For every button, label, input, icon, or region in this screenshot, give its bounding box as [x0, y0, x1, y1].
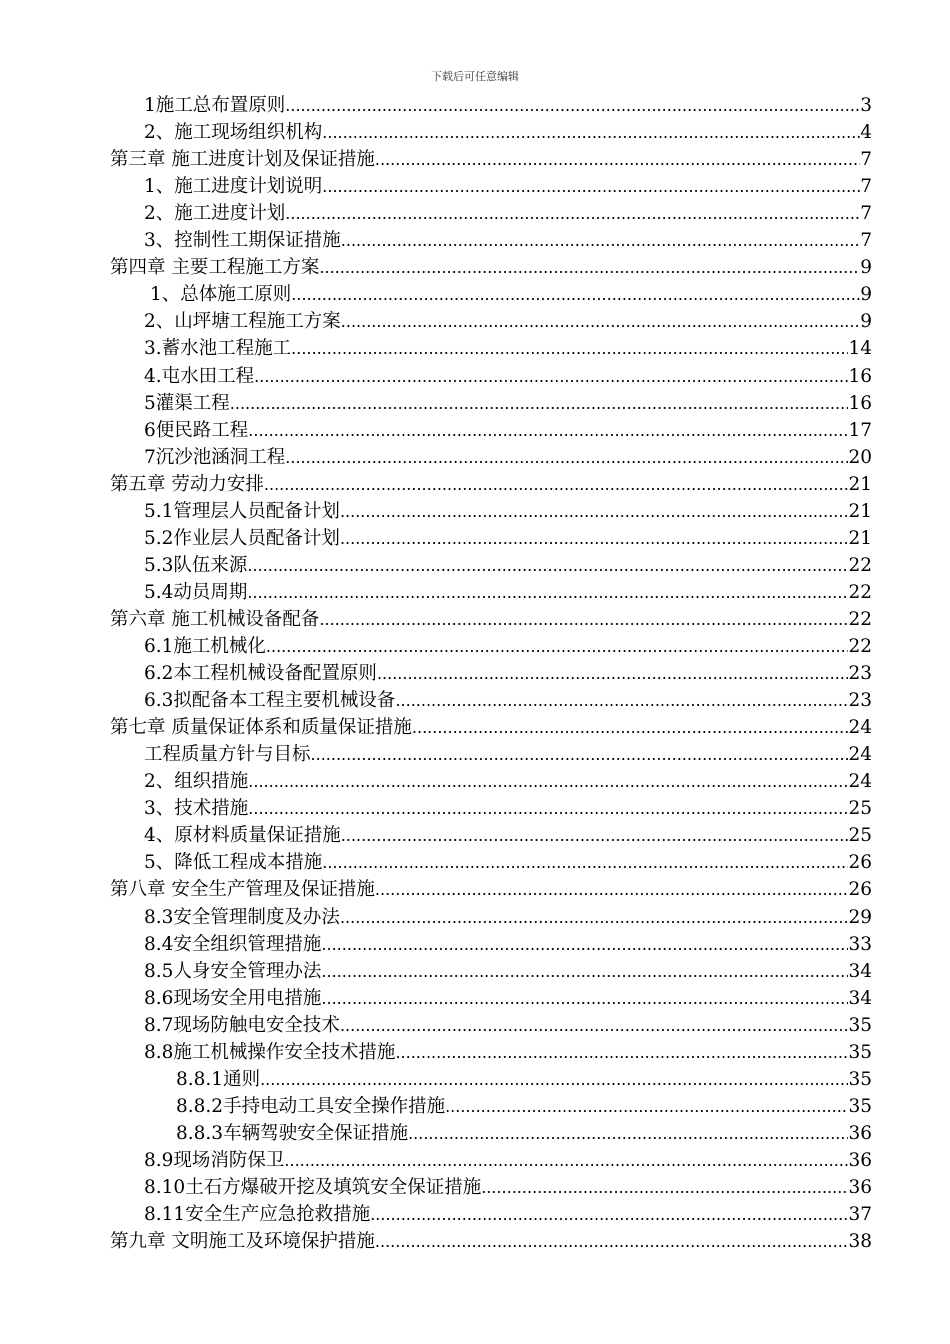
toc-dot-leader	[230, 390, 849, 417]
toc-dot-leader	[247, 552, 848, 579]
toc-dot-leader	[264, 471, 849, 498]
toc-entry-title: 8.8.2手持电动工具安全操作措施	[176, 1095, 446, 1117]
toc-entry[interactable]	[144, 660, 872, 687]
toc-entry-page: 9	[860, 257, 872, 279]
toc-entry[interactable]	[144, 552, 872, 579]
toc-entry-title: 1施工总布置原则	[144, 95, 286, 116]
toc-entry-page: 4	[860, 122, 872, 144]
toc-entry-page: 7	[860, 149, 872, 171]
toc-entry[interactable]	[144, 985, 872, 1012]
toc-dot-leader	[248, 417, 848, 444]
toc-entry-page: 35	[848, 1014, 872, 1036]
toc-dot-leader	[445, 1093, 848, 1120]
toc-dot-leader	[285, 92, 860, 119]
toc-dot-leader	[322, 849, 848, 876]
toc-entry[interactable]	[110, 876, 872, 903]
toc-entry[interactable]	[110, 714, 872, 741]
toc-entry-page: 20	[848, 446, 872, 468]
toc-entry-page: 26	[848, 852, 872, 874]
page-header: 下载后可任意编辑	[431, 70, 519, 83]
toc-entry-title: 3、控制性工期保证措施	[144, 230, 341, 252]
toc-entry-page: 33	[848, 933, 872, 955]
toc-entry-page: 24	[848, 771, 872, 793]
toc-entry-title: 8.6现场安全用电措施	[144, 987, 322, 1009]
toc-entry[interactable]	[144, 741, 872, 768]
toc-entry-title: 4、原材料质量保证措施	[144, 825, 341, 847]
toc-entry[interactable]	[144, 768, 872, 795]
toc-entry-title: 3、技术措施	[144, 798, 249, 820]
toc-dot-leader	[285, 200, 860, 227]
toc-entry[interactable]	[144, 92, 872, 119]
toc-entry[interactable]	[144, 1174, 872, 1201]
toc-entry-page: 22	[848, 581, 872, 603]
toc-entry-title: 5.1管理层人员配备计划	[144, 500, 340, 522]
toc-entry[interactable]	[110, 254, 872, 281]
toc-entry-title: 8.8施工机械操作安全技术措施	[144, 1041, 396, 1063]
toc-dot-leader	[340, 498, 849, 525]
toc-entry-title: 8.8.1通则	[176, 1068, 261, 1090]
toc-entry-title: 8.8.3车辆驾驶安全保证措施	[176, 1122, 409, 1144]
toc-dot-leader	[248, 768, 848, 795]
toc-entry[interactable]	[110, 471, 872, 498]
toc-entry[interactable]	[144, 1201, 872, 1228]
toc-entry-title: 2、山坪塘工程施工方案	[144, 311, 341, 333]
toc-entry-title: 1、施工进度计划说明	[144, 176, 323, 198]
toc-entry-page: 34	[848, 987, 872, 1009]
toc-entry[interactable]	[144, 525, 872, 552]
toc-entry[interactable]	[144, 335, 872, 362]
toc-entry[interactable]	[110, 146, 872, 173]
toc-dot-leader	[248, 795, 848, 822]
toc-dot-leader	[266, 633, 849, 660]
toc-entry-page: 36	[848, 1149, 872, 1171]
toc-entry-page: 9	[860, 311, 872, 333]
toc-entry-page: 16	[848, 392, 872, 414]
toc-entry-page: 22	[848, 554, 872, 576]
toc-entry[interactable]	[144, 579, 872, 606]
toc-dot-leader	[321, 931, 848, 958]
toc-entry-page: 36	[848, 1177, 872, 1198]
toc-entry[interactable]	[144, 958, 872, 985]
toc-dot-leader	[395, 687, 848, 714]
toc-dot-leader	[322, 119, 860, 146]
toc-dot-leader	[375, 1228, 849, 1255]
toc-dot-leader	[481, 1174, 848, 1201]
toc-dot-leader	[322, 173, 860, 200]
toc-entry-title: 第五章 劳动力安排	[110, 473, 264, 495]
toc-entry-page: 35	[848, 1041, 872, 1063]
toc-dot-leader	[395, 1039, 848, 1066]
toc-entry-page: 21	[848, 527, 872, 549]
toc-entry[interactable]	[144, 119, 872, 146]
toc-entry-title: 3.蓄水池工程施工	[144, 338, 292, 360]
toc-dot-leader	[408, 1120, 848, 1147]
toc-entry-title: 5.3队伍来源	[144, 554, 248, 576]
toc-dot-leader	[340, 525, 849, 552]
toc-dot-leader	[370, 1201, 848, 1228]
toc-dot-leader	[291, 281, 860, 308]
toc-dot-leader	[291, 335, 848, 362]
toc-dot-leader	[412, 714, 849, 741]
toc-entry[interactable]	[144, 1039, 872, 1066]
toc-dot-leader	[260, 1066, 848, 1093]
toc-entry-title: 8.4安全组织管理措施	[144, 933, 322, 955]
toc-entry-page: 7	[860, 230, 872, 252]
toc-entry-title: 8.9现场消防保卫	[144, 1149, 285, 1171]
toc-entry-title: 第六章 施工机械设备配备	[110, 608, 320, 630]
toc-entry-title: 第三章 施工进度计划及保证措施	[110, 149, 375, 171]
toc-entry-title: 6.3拟配备本工程主要机械设备	[144, 690, 396, 712]
toc-entry-page: 7	[860, 176, 872, 198]
toc-entry-page: 25	[848, 825, 872, 847]
toc-entry-page: 17	[848, 419, 872, 441]
toc-entry-page: 23	[848, 663, 872, 685]
toc-dot-leader	[375, 146, 860, 173]
toc-entry[interactable]	[144, 1147, 872, 1174]
toc-dot-leader	[375, 876, 849, 903]
toc-entry-title: 5灌渠工程	[144, 392, 230, 414]
toc-entry[interactable]	[144, 227, 872, 254]
toc-entry-title: 5.2作业层人员配备计划	[144, 527, 340, 549]
toc-entry-title: 2、组织措施	[144, 771, 249, 793]
toc-entry[interactable]	[144, 498, 872, 525]
toc-entry-title: 第九章 文明施工及环境保护措施	[110, 1231, 375, 1253]
toc-entry-page: 34	[848, 960, 872, 982]
toc-dot-leader	[284, 1147, 848, 1174]
toc-entry[interactable]	[144, 417, 872, 444]
toc-entry-page: 35	[848, 1095, 872, 1117]
toc-dot-leader	[321, 958, 848, 985]
toc-dot-leader	[247, 579, 848, 606]
toc-entry-page: 29	[848, 906, 872, 928]
toc-entry-title: 6.2本工程机械设备配置原则	[144, 663, 377, 685]
toc-dot-leader	[340, 1012, 849, 1039]
toc-entry-title: 7沉沙池涵洞工程	[144, 446, 286, 468]
toc-entry[interactable]	[144, 390, 872, 417]
toc-entry[interactable]	[176, 1120, 872, 1147]
toc-entry-page: 26	[848, 879, 872, 901]
toc-entry[interactable]	[110, 1228, 872, 1255]
toc-entry-title: 1、总体施工原则	[150, 284, 292, 306]
toc-entry[interactable]	[176, 1066, 872, 1093]
toc-entry-title: 2、施工现场组织机构	[144, 122, 323, 144]
toc-entry[interactable]	[144, 200, 872, 227]
toc-entry[interactable]	[144, 444, 872, 471]
toc-entry[interactable]	[144, 1012, 872, 1039]
toc-entry-title: 8.3安全管理制度及办法	[144, 906, 340, 928]
toc-entry-title: 8.10土石方爆破开挖及填筑安全保证措施	[144, 1177, 482, 1198]
toc-entry-title: 8.11安全生产应急抢救措施	[144, 1204, 371, 1226]
toc-entry-title: 4.屯水田工程	[144, 365, 255, 387]
toc-entry-title: 5、降低工程成本措施	[144, 852, 323, 874]
toc-dot-leader	[319, 254, 860, 281]
toc-entry[interactable]	[144, 822, 872, 849]
toc-entry[interactable]	[144, 904, 872, 931]
toc-entry-title: 5.4动员周期	[144, 581, 248, 603]
toc-entry-title: 6.1施工机械化	[144, 636, 266, 657]
toc-entry-page: 24	[848, 744, 872, 766]
toc-entry[interactable]	[150, 281, 872, 308]
toc-entry-page: 38	[848, 1231, 872, 1253]
toc-dot-leader	[254, 363, 848, 390]
toc-entry-page: 14	[848, 338, 872, 360]
toc-entry-page: 7	[860, 203, 872, 225]
toc-entry[interactable]	[144, 849, 872, 876]
toc-entry[interactable]	[144, 633, 872, 660]
toc-entry-title: 工程质量方针与目标	[144, 744, 311, 766]
toc-entry-title: 第四章 主要工程施工方案	[110, 257, 320, 279]
toc-dot-leader	[341, 227, 860, 254]
toc-entry[interactable]	[144, 687, 872, 714]
toc-entry-title: 第七章 质量保证体系和质量保证措施	[110, 717, 412, 739]
toc-entry[interactable]	[110, 606, 872, 633]
toc-entry-page: 21	[848, 500, 872, 522]
toc-entry-page: 23	[848, 690, 872, 712]
toc-entry-title: 6便民路工程	[144, 419, 249, 441]
toc-entry-page: 37	[848, 1204, 872, 1226]
toc-entry-page: 22	[848, 636, 872, 657]
toc-entry[interactable]	[144, 363, 872, 390]
toc-entry-page: 35	[848, 1068, 872, 1090]
toc-entry[interactable]	[144, 173, 872, 200]
toc-entry-page: 21	[848, 473, 872, 495]
toc-dot-leader	[341, 822, 849, 849]
toc-dot-leader	[340, 904, 849, 931]
toc-dot-leader	[311, 741, 849, 768]
toc-entry-page: 36	[848, 1122, 872, 1144]
toc-entry-page: 25	[848, 798, 872, 820]
toc-entry-page: 24	[848, 717, 872, 739]
toc-entry[interactable]	[144, 308, 872, 335]
toc-dot-leader	[319, 606, 848, 633]
toc-entry-page: 9	[860, 284, 872, 306]
toc-entry-page: 16	[848, 365, 872, 387]
toc-dot-leader	[285, 444, 848, 471]
toc-entry[interactable]	[144, 795, 872, 822]
toc-dot-leader	[341, 308, 860, 335]
toc-dot-leader	[377, 660, 849, 687]
toc-entry-title: 8.7现场防触电安全技术	[144, 1014, 340, 1036]
toc-entry[interactable]	[144, 931, 872, 958]
toc-entry[interactable]	[176, 1093, 872, 1120]
toc-dot-leader	[321, 985, 848, 1012]
toc-entry-title: 8.5人身安全管理办法	[144, 960, 322, 982]
toc-entry-page: 22	[848, 608, 872, 630]
toc-entry-title: 第八章 安全生产管理及保证措施	[110, 879, 375, 901]
toc-entry-page: 3	[860, 95, 872, 116]
toc-entry-title: 2、施工进度计划	[144, 203, 286, 225]
